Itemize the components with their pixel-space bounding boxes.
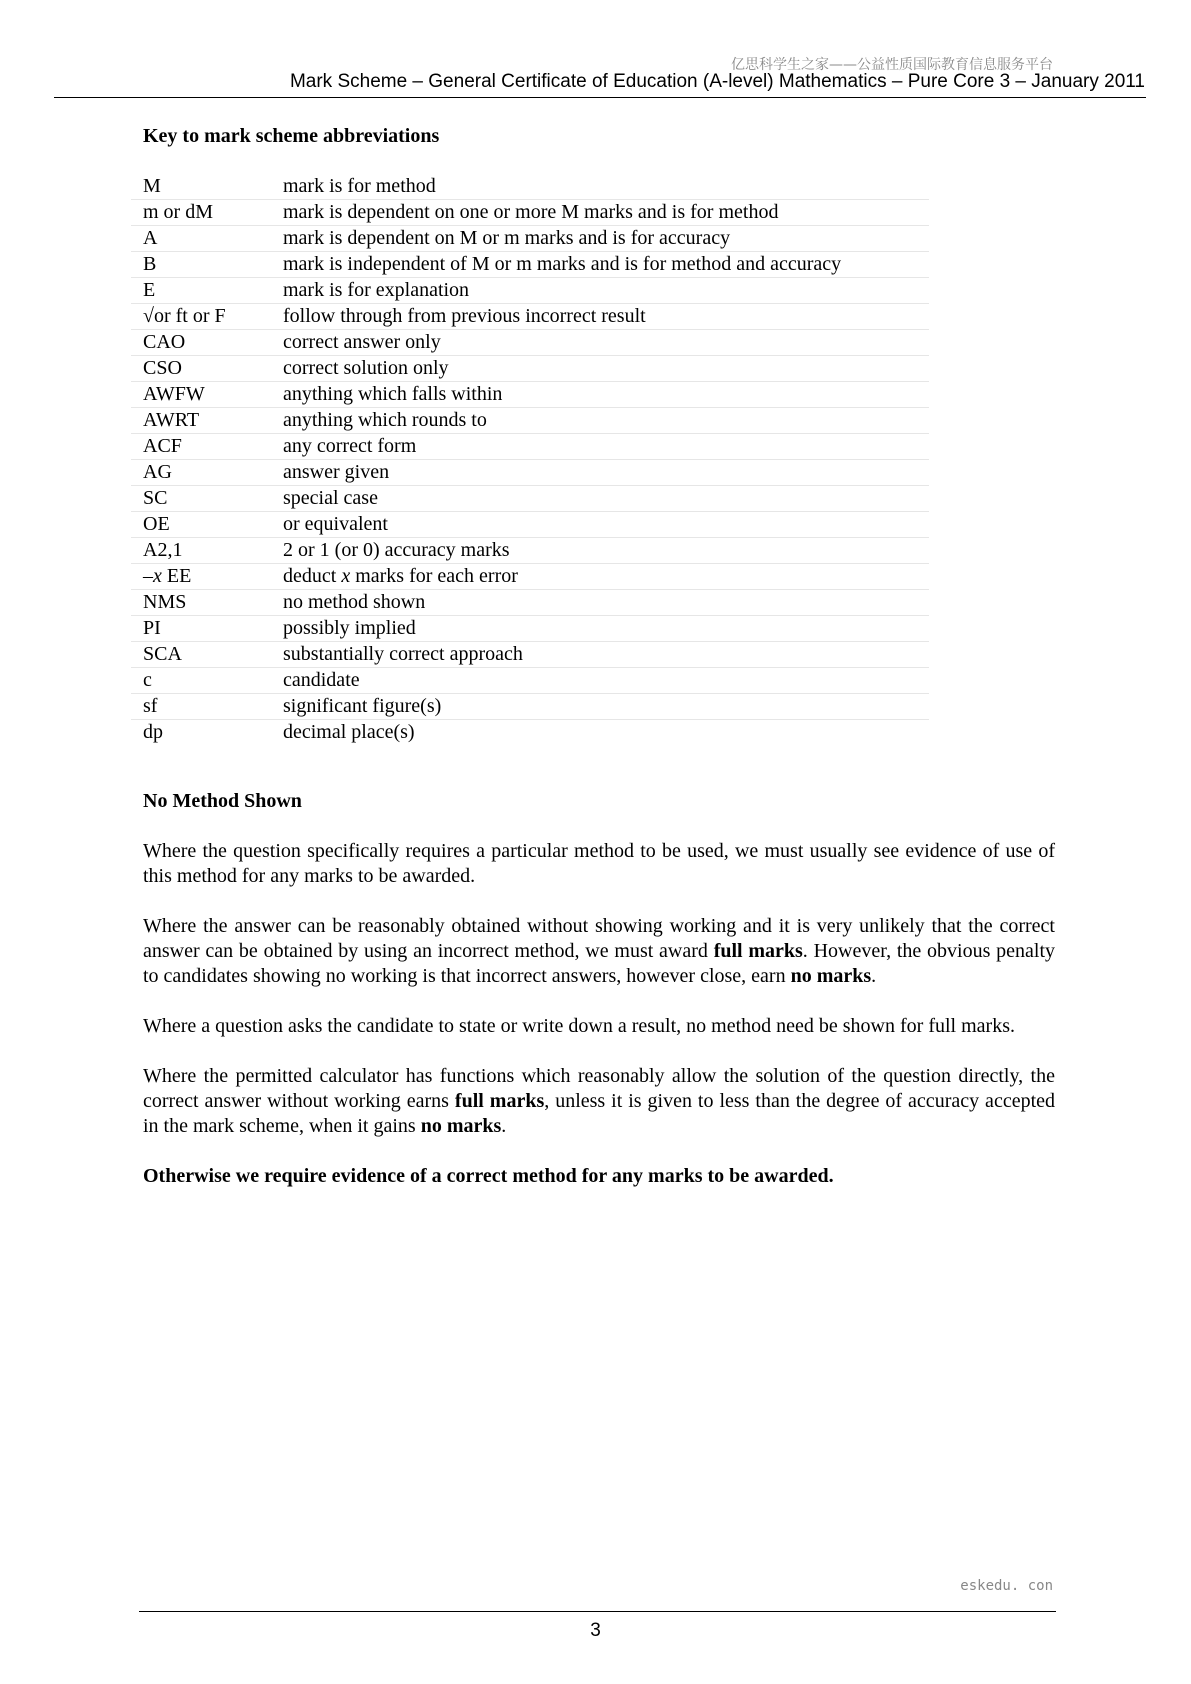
paragraph-text: . However, the obvious penalty to candidates showing no working is that incorrect answers, however close, earn [143, 940, 1056, 987]
abbr-meaning: anything which falls within [271, 382, 929, 408]
abbreviations-table [131, 174, 929, 745]
emphasis-full-marks: full marks [454, 1090, 545, 1112]
table-row [131, 408, 929, 434]
table-row [131, 200, 929, 226]
table-row [131, 356, 929, 382]
table-row [131, 226, 929, 252]
paragraph-calculator [143, 1064, 1055, 1139]
footer-rule [139, 1611, 1056, 1612]
abbr-meaning-prefix: deduct [283, 565, 342, 587]
abbr-code: CAO [131, 330, 271, 356]
abbr-meaning: mark is for method [271, 174, 929, 200]
header-title: Mark Scheme – General Certificate of Education (A-level) Mathematics – Pure Core 3 – January 2011 [289, 71, 1145, 92]
page-number: 3 [590, 1620, 601, 1641]
abbreviations-heading: Key to mark scheme abbreviations [143, 125, 440, 147]
abbr-meaning: mark is dependent on one or more M marks and is for method [271, 200, 929, 226]
emphasis-no-marks: no marks [790, 965, 872, 987]
table-row [131, 460, 929, 486]
abbr-code-prefix: – [143, 565, 153, 587]
abbr-meaning: significant figure(s) [271, 694, 929, 720]
abbr-meaning: special case [271, 486, 929, 512]
abbr-meaning: answer given [271, 460, 929, 486]
abbr-meaning: mark is for explanation [271, 278, 929, 304]
abbr-code: CSO [131, 356, 271, 382]
table-row [131, 486, 929, 512]
abbr-code: SC [131, 486, 271, 512]
table-row [131, 694, 929, 720]
abbr-code: √or ft or F [131, 304, 271, 330]
abbr-code-suffix: EE [161, 565, 192, 587]
abbr-code: AWFW [131, 382, 271, 408]
abbr-meaning: follow through from previous incorrect result [271, 304, 929, 330]
table-row [131, 252, 929, 278]
abbr-meaning: any correct form [271, 434, 929, 460]
table-row [131, 382, 929, 408]
paragraph-text: . [501, 1115, 507, 1137]
table-row [131, 668, 929, 694]
abbr-meaning: 2 or 1 (or 0) accuracy marks [271, 538, 929, 564]
abbr-code: OE [131, 512, 271, 538]
table-row [131, 278, 929, 304]
paragraph-text: . [871, 965, 877, 987]
paragraph-text: Where the permitted calculator has functions which reasonably allow the solution of the question directly, the correct answer without working earns [143, 1065, 1055, 1112]
abbr-meaning: mark is independent of M or m marks and is for method and accuracy [271, 252, 929, 278]
abbr-code: NMS [131, 590, 271, 616]
table-row [131, 538, 929, 564]
abbr-code [131, 564, 271, 590]
header-watermark: 亿思科学生之家——公益性质国际教育信息服务平台 [731, 57, 1053, 73]
abbr-meaning: candidate [271, 668, 929, 694]
abbr-code: M [131, 174, 271, 200]
abbr-code: ACF [131, 434, 271, 460]
abbr-meaning: decimal place(s) [283, 721, 415, 743]
abbr-meaning: correct answer only [271, 330, 929, 356]
paragraph-method-required: Where the question specifically requires a particular method to be used, we must usually see evidence of use of this method for any marks to be awarded. [143, 840, 1055, 887]
paragraph-text: Where the answer can be reasonably obtained without showing working and it is very unlikely that the correct answer can be obtained by using an incorrect method, we must award [143, 915, 1055, 962]
abbr-code: dp [143, 721, 163, 743]
no-method-heading: No Method Shown [143, 790, 302, 812]
no-method-section [143, 789, 1055, 1189]
abbr-code: c [131, 668, 271, 694]
emphasis-full-marks: full marks [713, 940, 803, 962]
abbr-meaning-suffix: marks for each error [350, 565, 518, 587]
abbr-code: SCA [131, 642, 271, 668]
abbr-code-italic: x [153, 565, 162, 587]
table-row [131, 434, 929, 460]
paragraph-state-result: Where a question asks the candidate to state or write down a result, no method need be shown for full marks. [143, 1015, 1015, 1037]
abbr-code: E [131, 278, 271, 304]
abbr-meaning: no method shown [271, 590, 929, 616]
table-row [131, 590, 929, 616]
abbr-meaning: mark is dependent on M or m marks and is for accuracy [271, 226, 929, 252]
abbr-meaning: or equivalent [271, 512, 929, 538]
abbr-code: A2,1 [131, 538, 271, 564]
table-row [131, 642, 929, 668]
abbr-code: B [131, 252, 271, 278]
paragraph-text: , unless it is given to less than the degree of accuracy accepted in the mark scheme, when it gains [143, 1090, 1056, 1137]
abbr-code: A [131, 226, 271, 252]
abbr-code: AWRT [131, 408, 271, 434]
paragraph-final-requirement: Otherwise we require evidence of a correct method for any marks to be awarded. [143, 1165, 834, 1187]
table-row [131, 564, 929, 590]
table-row [131, 512, 929, 538]
abbr-meaning [271, 564, 929, 590]
paragraph-full-marks [143, 914, 1055, 989]
abbr-code: PI [131, 616, 271, 642]
abbr-meaning-italic: x [341, 565, 351, 587]
abbr-code: AG [131, 460, 271, 486]
abbr-code: sf [131, 694, 271, 720]
abbr-meaning: correct solution only [271, 356, 929, 382]
table-row [131, 304, 929, 330]
abbr-code: m or dM [131, 200, 271, 226]
footer-watermark: eskedu. con [960, 1578, 1053, 1594]
emphasis-no-marks: no marks [420, 1115, 502, 1137]
abbr-meaning: possibly implied [271, 616, 929, 642]
abbr-meaning: anything which rounds to [271, 408, 929, 434]
table-row [131, 330, 929, 356]
table-row [131, 720, 929, 746]
table-row [131, 174, 929, 200]
table-row [131, 616, 929, 642]
abbr-meaning: substantially correct approach [271, 642, 929, 668]
header-rule [54, 97, 1146, 98]
document-body [143, 124, 1055, 1189]
